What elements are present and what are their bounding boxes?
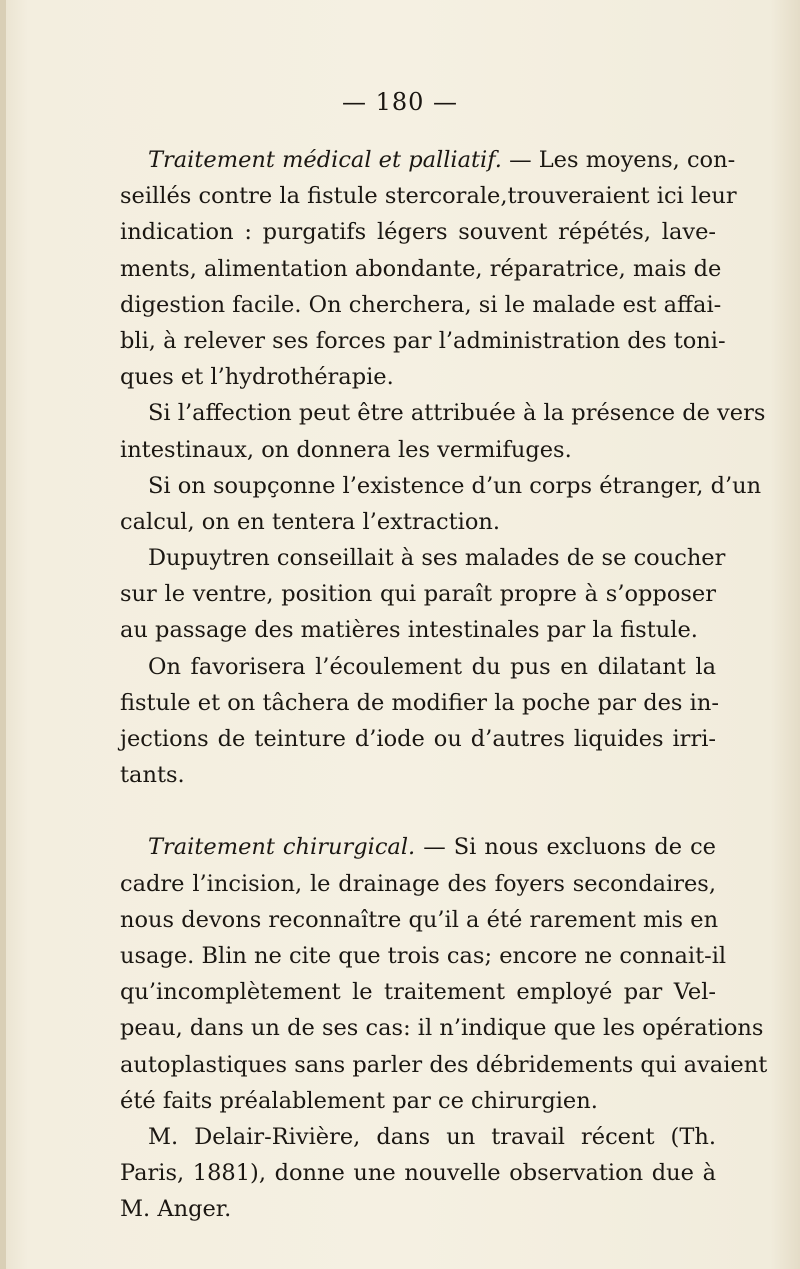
text-line: digestion facile. On cherchera, si le malade est affai- [120,291,722,318]
section-heading-medical: Traitement médical et palliatif. [148,147,502,173]
page-edge [0,0,6,1269]
text-line: Si on soupçonne l’existence d’un corps étranger, d’un [148,472,762,499]
text-line: seillés contre la fistule stercorale,trouveraient ici leur [120,183,737,210]
page-number: — 180 — [341,88,459,116]
text-line: peau, dans un de ses cas: il n’indique que les opérations [120,1015,764,1042]
section-2-line-1: Traitement chirurgical. — Si nous excluons de ce [148,834,716,861]
text-line: sur le ventre, position qui paraît propre à s’opposer [120,581,716,608]
section-1-line-1: Traitement médical et palliatif. — Les moyens, con- [148,147,736,173]
text-line: usage. Blin ne cite que trois cas; encore ne connait-il [120,942,727,969]
text-line: Dupuytren conseillait à ses malades de se coucher [148,545,726,572]
text-line: On favorisera l’écoulement du pus en dilatant la [148,653,716,680]
text-line: qu’incomplètement le traitement employé par Vel- [120,979,716,1006]
text-line: M. Delair-Rivière, dans un travail récent (Th. [148,1123,716,1150]
text-line: bli, à relever ses forces par l’administration des toni- [120,327,726,354]
text-line: cadre l’incision, le drainage des foyers secondaires, [120,870,716,897]
text-line: Si l’affection peut être attribuée à la présence de vers [148,400,766,427]
text-line: ques et l’hydrothérapie. [120,364,394,391]
text-line: intestinaux, on donnera les vermifuges. [120,436,572,463]
text-line: autoplastiques sans parler des débridements qui avaient [120,1051,768,1078]
section-gap [120,793,716,829]
text-line: M. Anger. [120,1196,232,1223]
text-line: jections de teinture d’iode ou d’autres liquides irri- [120,726,716,752]
text-line: fistule et on tâchera de modifier la poche par des in- [120,689,719,716]
text-line: au passage des matières intestinales par la fistule. [120,617,698,644]
text-line: nous devons reconnaître qu’il a été rarement mis en [120,906,719,933]
section-heading-surgical: Traitement chirurgical. [148,834,416,861]
text-line: calcul, on en tentera l’extraction. [120,508,501,535]
text-line: tants. [120,762,185,789]
text-line: indication : purgatifs légers souvent répétés, lave- [120,219,716,246]
text-line: ments, alimentation abondante, réparatrice, mais de [120,255,722,282]
text-line: été faits préalablement par ce chirurgien. [120,1087,598,1114]
text-line: Paris, 1881), donne une nouvelle observation due à [120,1160,716,1187]
body-text [120,142,768,1227]
